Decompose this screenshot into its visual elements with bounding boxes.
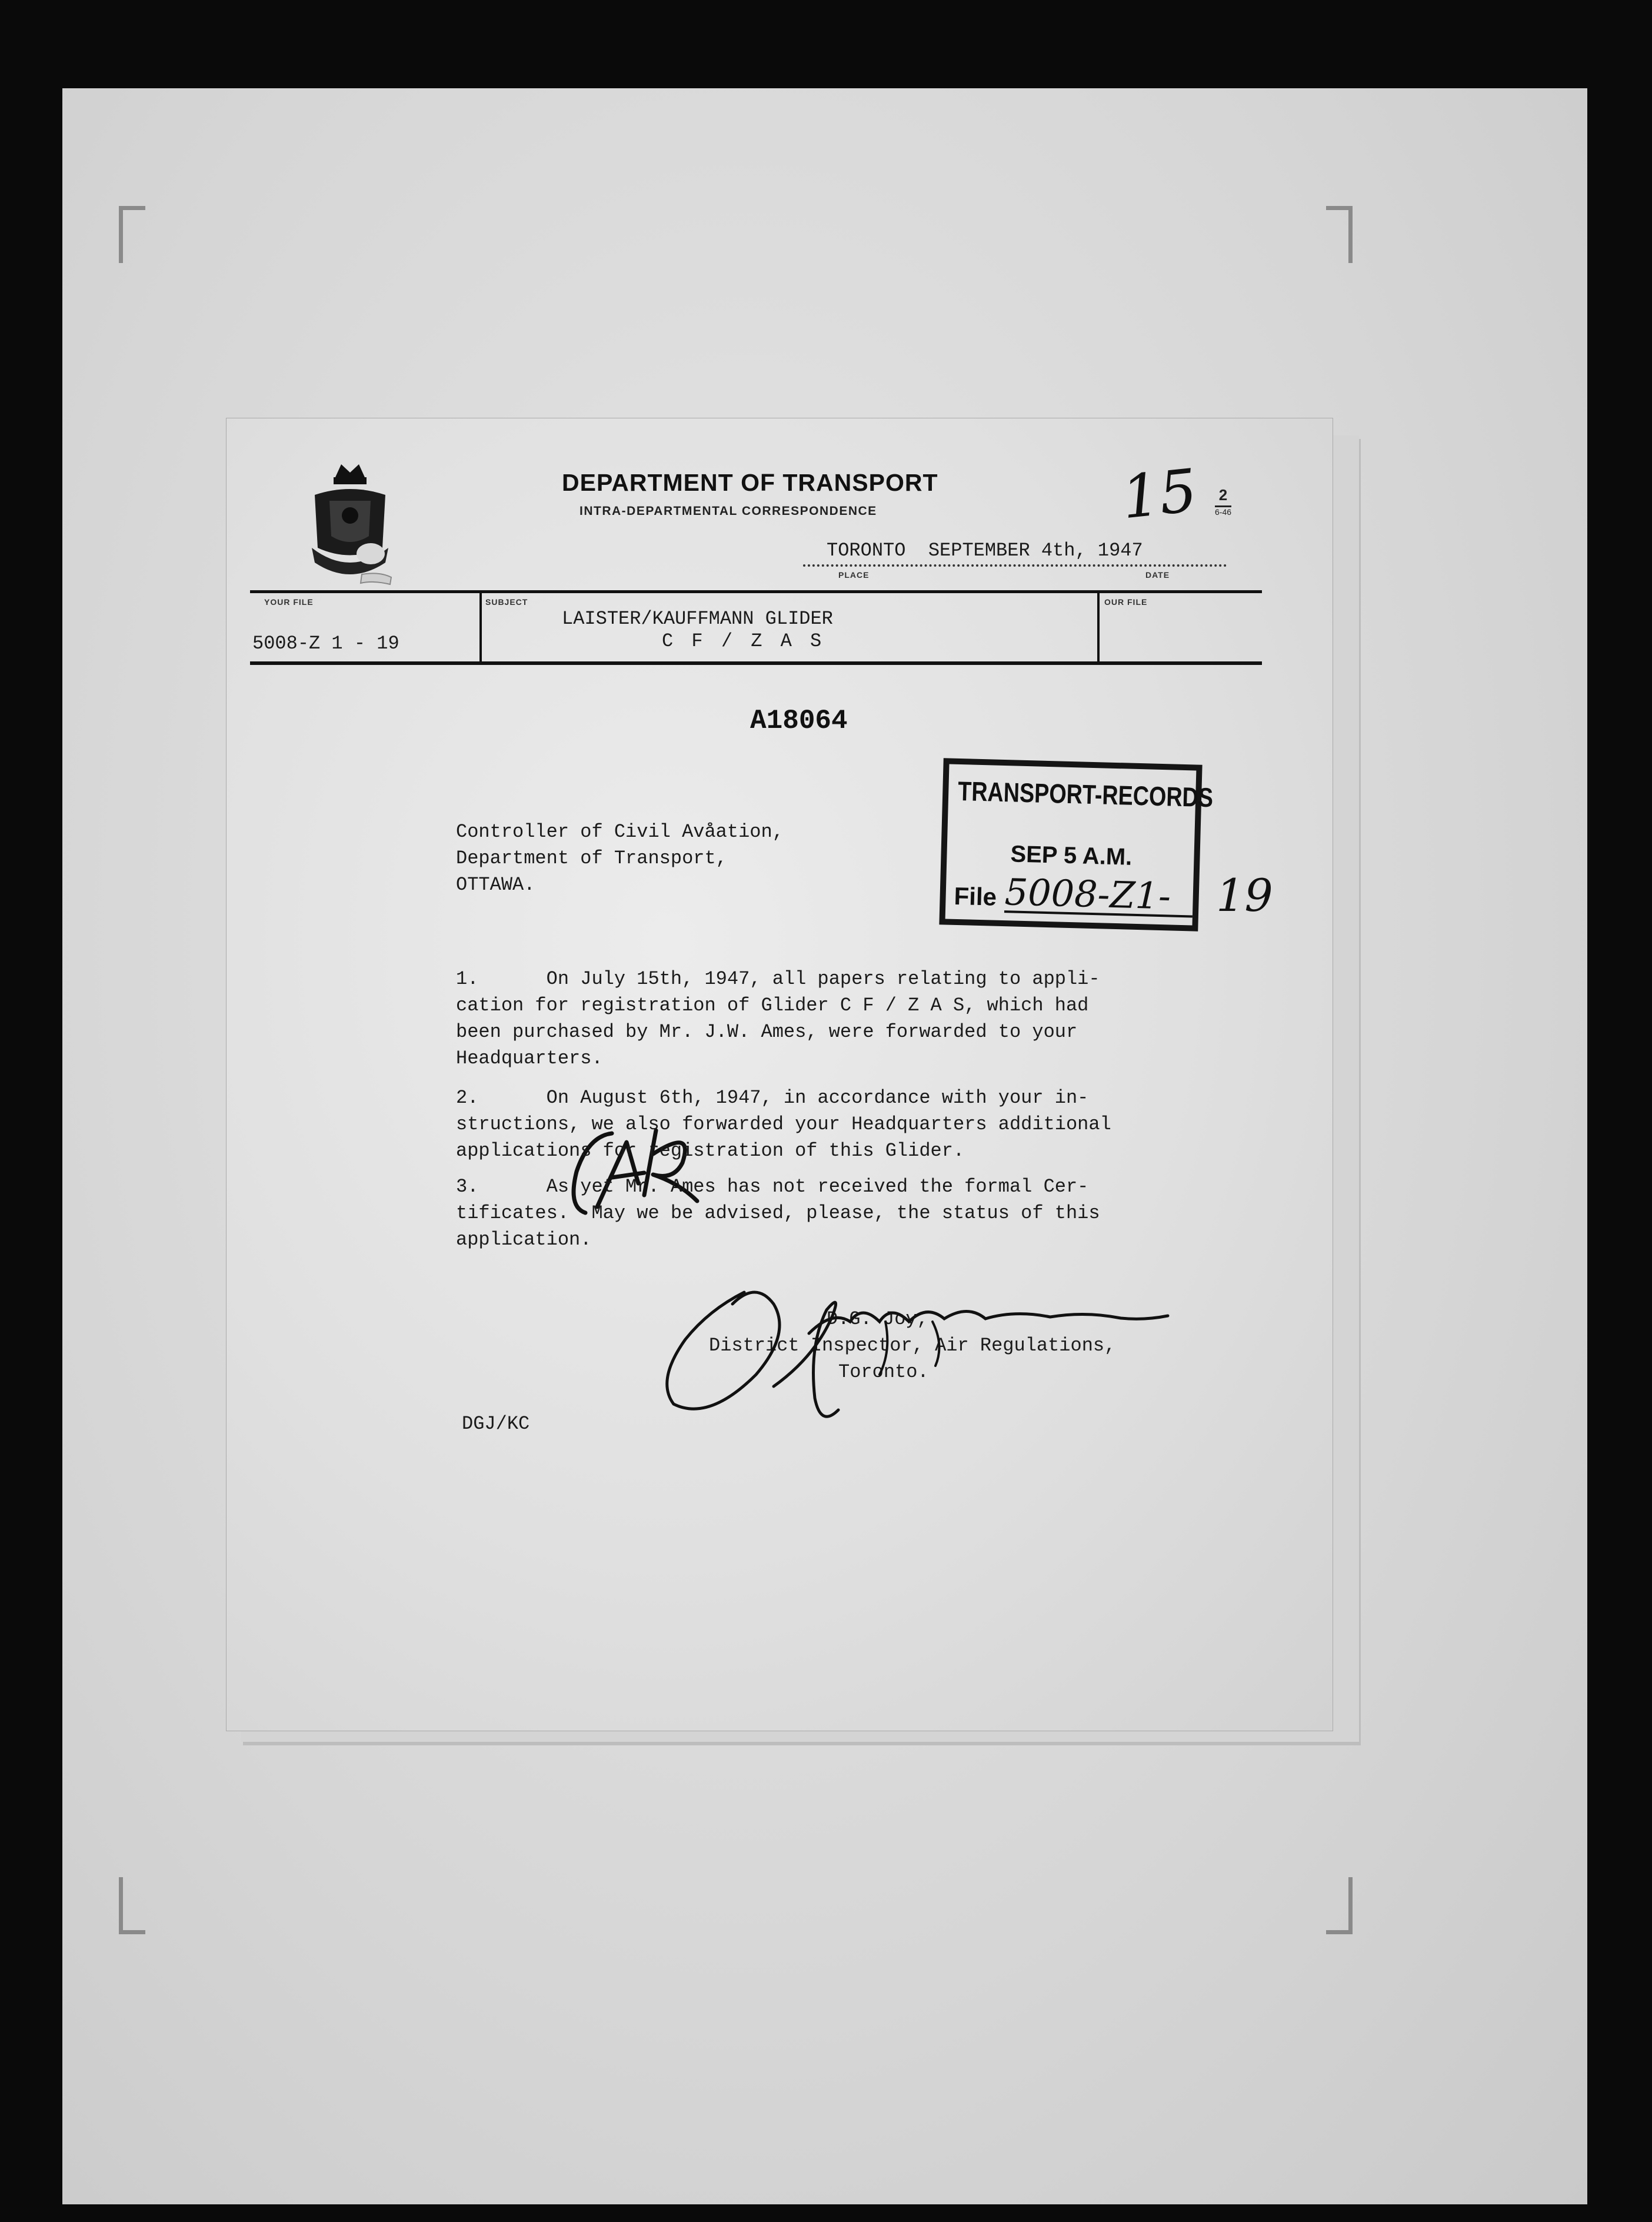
signatory-location: Toronto.: [838, 1361, 929, 1383]
addressee-block: [456, 819, 784, 898]
our-file-label: OUR FILE: [1104, 597, 1148, 607]
registration-mark-bottom-left: [119, 1877, 145, 1934]
paragraph-line: been purchased by Mr. J.W. Ames, were forwarded to your: [456, 1021, 1078, 1043]
correspondence-type: INTRA-DEPARTMENTAL CORRESPONDENCE: [579, 504, 877, 518]
paragraph-line: application.: [456, 1229, 592, 1250]
transport-records-stamp: [939, 758, 1214, 931]
paragraph-line: Headquarters.: [456, 1047, 603, 1069]
registration-mark-bottom-right: [1326, 1877, 1353, 1934]
paragraph-1: [456, 966, 1100, 1072]
subject-label: SUBJECT: [485, 597, 528, 607]
stamp-file-label: File: [954, 882, 997, 911]
paragraph-2: [456, 1085, 1111, 1164]
paragraph-line: tificates. May we be advised, please, the status of this: [456, 1202, 1100, 1224]
paragraph-line: cation for registration of Glider C F / Z A S, which had: [456, 994, 1089, 1016]
place-label: PLACE: [838, 570, 870, 580]
form-edition: 6-46: [1215, 507, 1232, 517]
header-divider: [1097, 593, 1100, 661]
addressee-line: Controller of Civil Avåation,: [456, 821, 784, 843]
header-divider: [479, 593, 482, 661]
addressee-line: OTTAWA.: [456, 874, 535, 896]
stamp-title: TRANSPORT-RECORDS: [957, 775, 1214, 813]
coat-of-arms-icon: [303, 460, 397, 589]
department-title: DEPARTMENT OF TRANSPORT: [562, 469, 938, 496]
paragraph-line: 1. On July 15th, 1947, all papers relating to appli-: [456, 968, 1100, 990]
handwritten-signature: [638, 1269, 1185, 1439]
paragraph-line: structions, we also forwarded your Headquarters additional: [456, 1113, 1111, 1135]
handwritten-file-suffix: 19: [1216, 869, 1273, 922]
typist-initials: DGJ/KC: [462, 1413, 530, 1435]
paragraph-line: 3. As yet Mr. Ames has not received the formal Cer-: [456, 1176, 1089, 1198]
memo-sheet: [226, 418, 1333, 1731]
your-file-label: YOUR FILE: [264, 597, 314, 607]
subject-line-1: LAISTER/KAUFFMANN GLIDER: [562, 608, 833, 630]
signatory-name: D.G. Joy,: [827, 1308, 928, 1330]
date-label: DATE: [1145, 570, 1170, 580]
form-number-value: 2: [1215, 486, 1231, 507]
registration-mark-top-right: [1326, 206, 1353, 263]
addressee-line: Department of Transport,: [456, 847, 727, 869]
form-number: [1215, 486, 1231, 517]
paragraph-line: 2. On August 6th, 1947, in accordance with your in-: [456, 1087, 1089, 1109]
signatory-title: District Inspector, Air Regulations,: [709, 1335, 1116, 1356]
your-file-value: 5008-Z 1 - 19: [252, 633, 399, 654]
place-date-rule: [803, 564, 1227, 567]
subject-line-2: C F / Z A S: [662, 630, 825, 652]
place-date-line: TORONTO SEPTEMBER 4th, 1947: [827, 540, 1143, 561]
paragraph-3: [456, 1173, 1100, 1253]
stamp-file-number: 5008-Z1-: [1004, 870, 1171, 918]
paragraph-line: applications for registration of this Glider.: [456, 1140, 965, 1162]
handwritten-folio-number: 15: [1118, 455, 1201, 533]
registration-mark-top-left: [119, 206, 145, 263]
reference-number: A18064: [750, 706, 848, 736]
stamp-date: SEP 5 A.M.: [1010, 841, 1133, 870]
